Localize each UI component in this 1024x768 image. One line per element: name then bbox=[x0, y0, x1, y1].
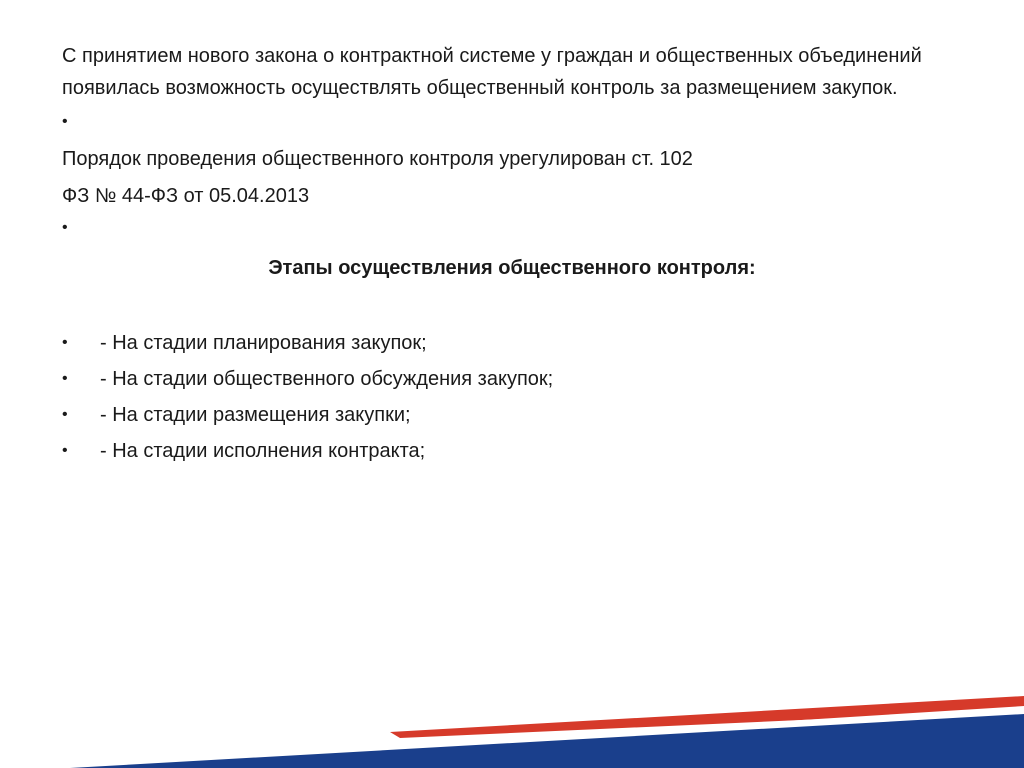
bullet-icon: • bbox=[62, 442, 68, 459]
decorative-stripe bbox=[0, 688, 1024, 768]
bullet-icon: • bbox=[62, 113, 68, 130]
bullet-icon: • bbox=[62, 334, 68, 351]
stage-text: - На стадии исполнения контракта; bbox=[100, 440, 426, 462]
empty-bullet bbox=[62, 106, 962, 138]
stage-text: - На стадии планирования закупок; bbox=[100, 332, 427, 354]
list-item bbox=[62, 399, 962, 431]
stages-heading: Этапы осуществления общественного контроля: bbox=[268, 257, 756, 279]
order-line-1: Порядок проведения общественного контроля урегулирован ст. 102 bbox=[62, 148, 693, 170]
empty-bullet bbox=[62, 212, 962, 244]
order-line-2: ФЗ № 44-ФЗ от 05.04.2013 bbox=[62, 185, 310, 207]
stage-text: - На стадии общественного обсуждения закупок; bbox=[100, 368, 554, 390]
stage-text: - На стадии размещения закупки; bbox=[100, 404, 411, 426]
list-item bbox=[62, 327, 962, 359]
stages-list bbox=[62, 327, 962, 467]
list-item bbox=[62, 435, 962, 467]
bullet-icon: • bbox=[62, 370, 68, 387]
bullet-icon: • bbox=[62, 219, 68, 236]
intro-paragraph: С принятием нового закона о контрактной системе у граждан и общественных объединений появилась возможность осуществлять общественный контроль за размещением закупок. bbox=[62, 45, 922, 99]
bullet-icon: • bbox=[62, 406, 68, 423]
slide-content bbox=[62, 40, 962, 471]
list-item bbox=[62, 363, 962, 395]
